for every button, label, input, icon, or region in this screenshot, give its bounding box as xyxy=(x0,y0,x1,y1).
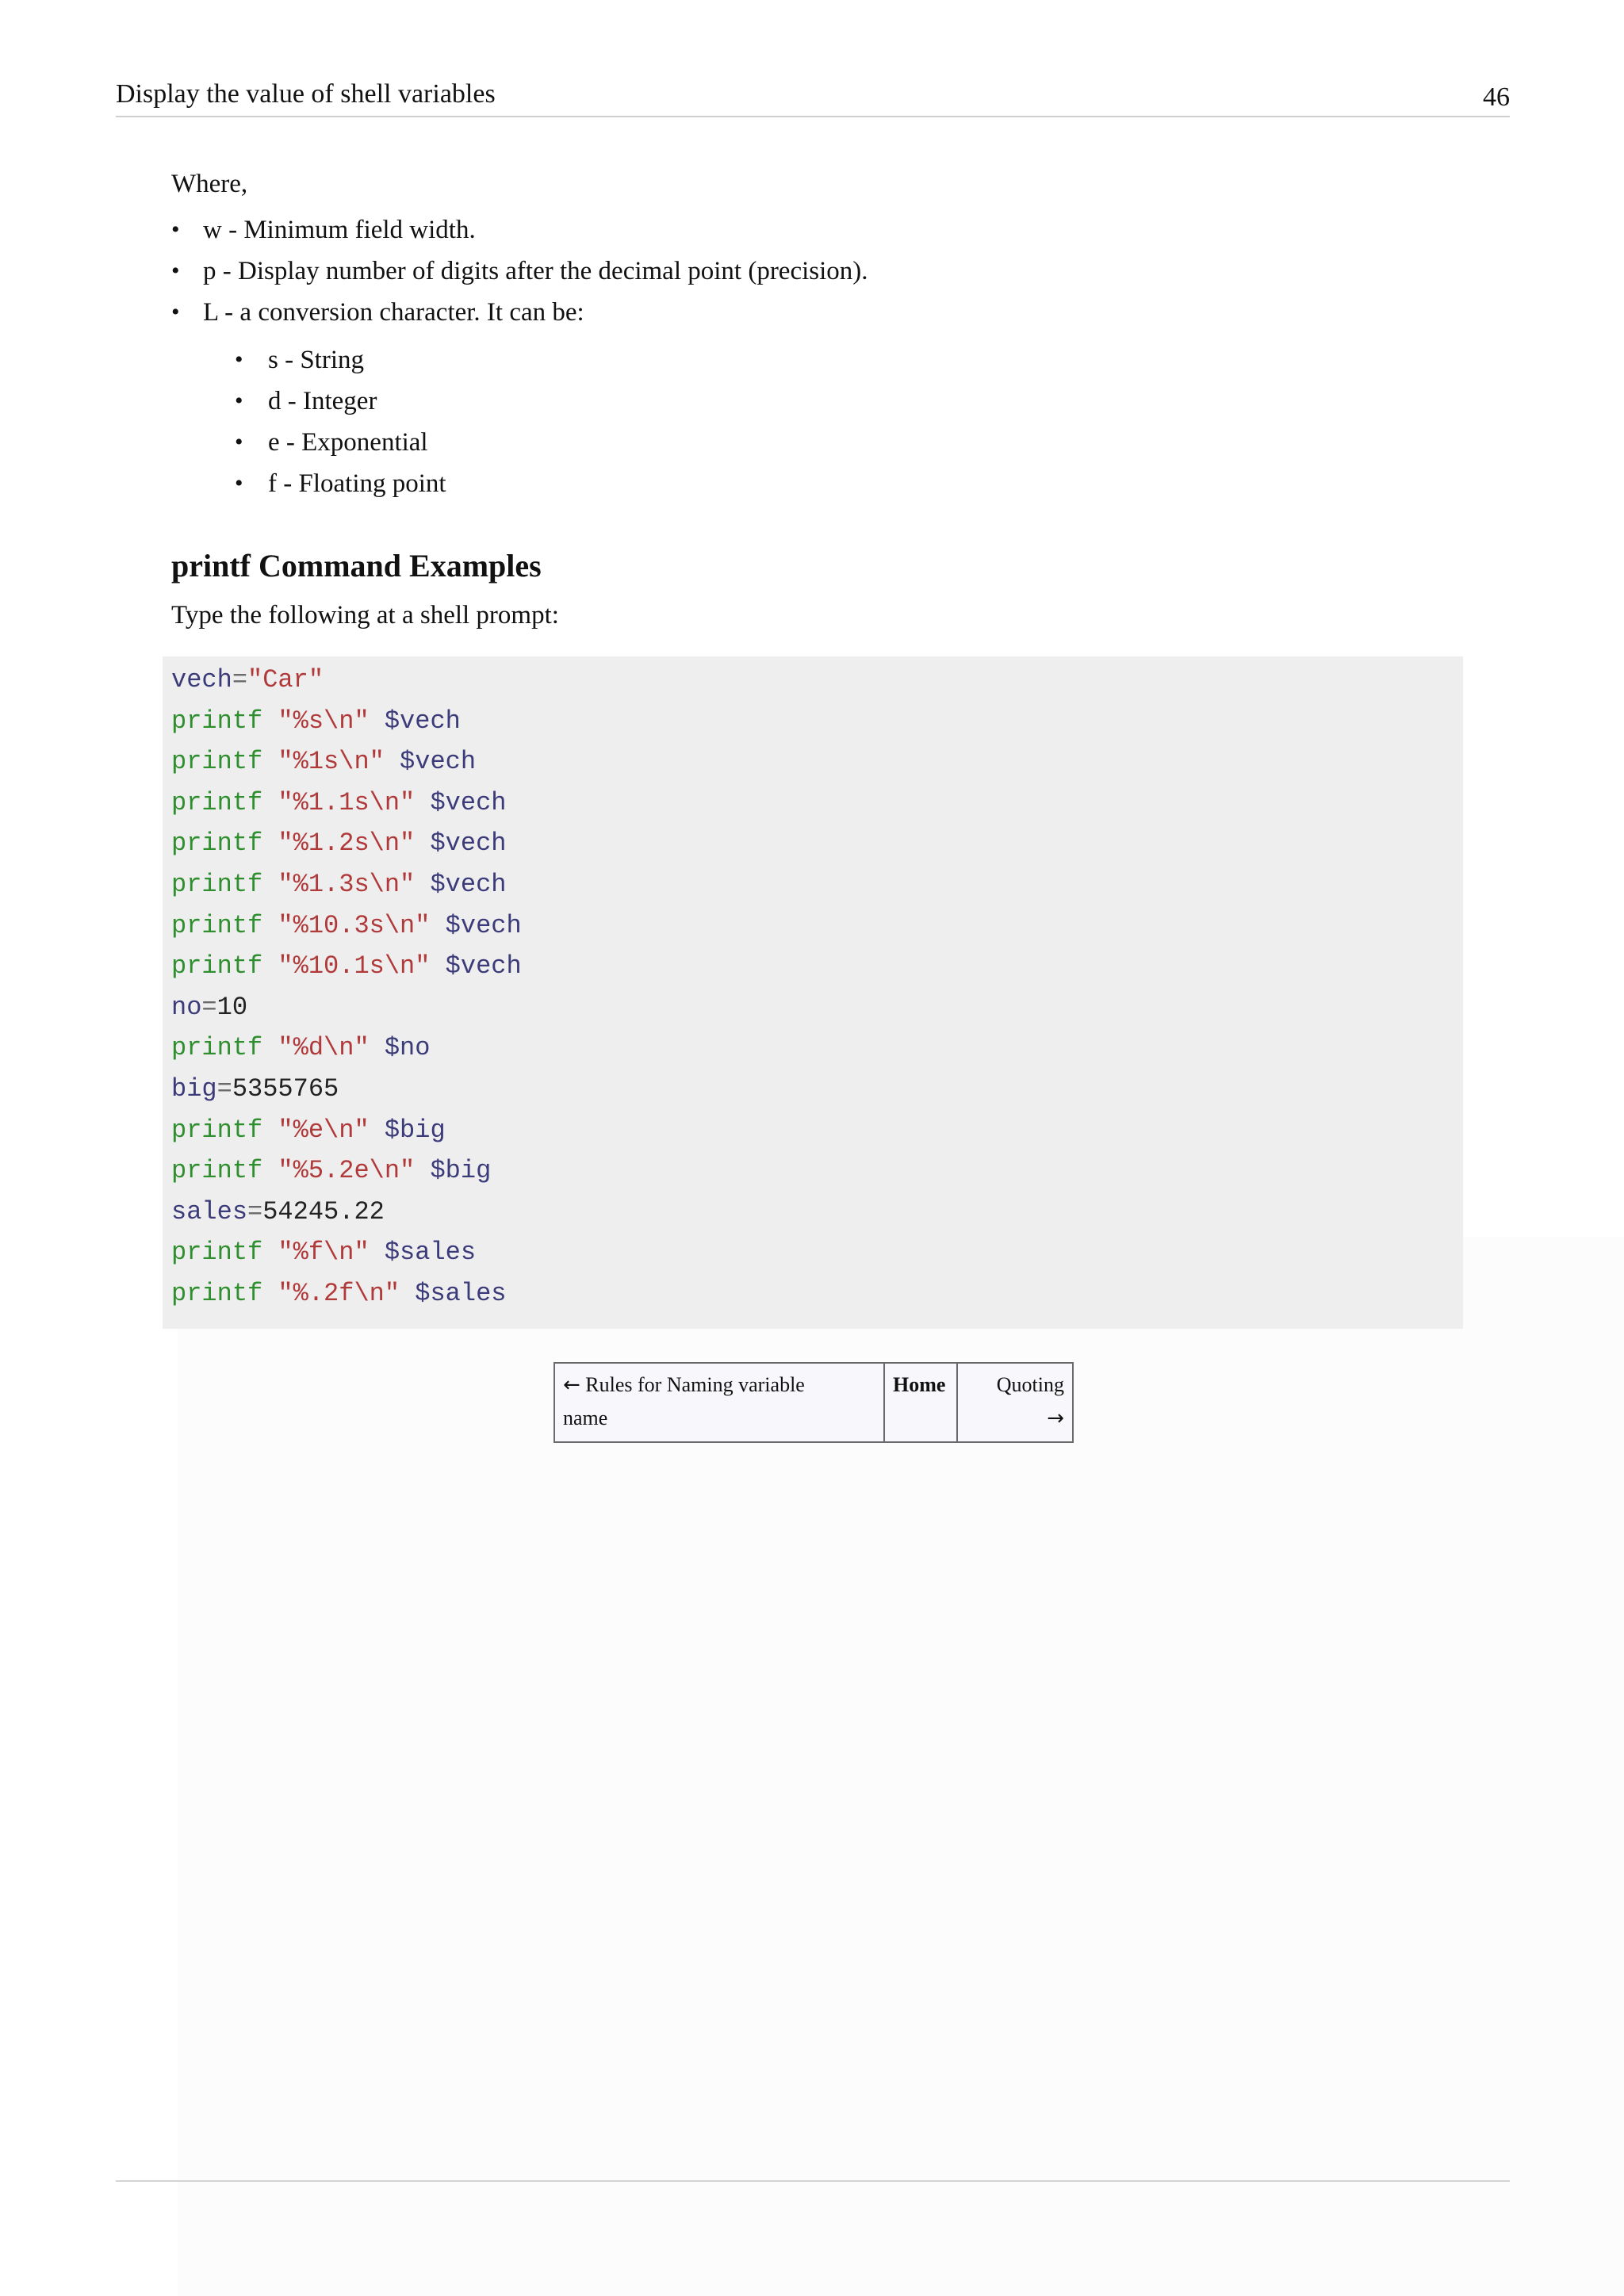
where-label: Where, xyxy=(171,170,248,198)
code-command: printf xyxy=(171,706,263,736)
code-string: "%10.1s\n" xyxy=(278,951,431,982)
code-line xyxy=(171,1110,522,1151)
code-line xyxy=(171,946,522,987)
code-string: "%1.1s\n" xyxy=(278,787,416,817)
sub-list-item-text: s - String xyxy=(268,346,365,374)
code-variable: vech xyxy=(171,665,232,695)
code-command: printf xyxy=(171,1156,263,1186)
code-number: 5355765 xyxy=(232,1073,339,1104)
code-line xyxy=(171,1027,522,1069)
code-line xyxy=(171,1069,522,1110)
left-arrow-icon: ← xyxy=(563,1373,580,1397)
code-variable: no xyxy=(171,992,202,1022)
code-string: "%.2f\n" xyxy=(278,1278,400,1308)
nav-prev-link[interactable] xyxy=(554,1363,884,1442)
nav-home-link[interactable] xyxy=(884,1363,957,1442)
bullet-icon: • xyxy=(235,470,243,496)
nav-home-label: Home xyxy=(893,1373,946,1396)
code-line xyxy=(171,987,522,1028)
code-command: printf xyxy=(171,1115,263,1145)
list-item-text: w - Minimum field width. xyxy=(203,216,476,244)
section-intro: Type the following at a shell prompt: xyxy=(171,601,559,629)
code-variable: $sales xyxy=(415,1278,507,1308)
bullet-icon: • xyxy=(171,258,180,284)
code-variable: $vech xyxy=(430,787,507,817)
nav-prev-label-cont: name xyxy=(563,1406,608,1429)
code-command: printf xyxy=(171,747,263,777)
code-operator: = xyxy=(216,1073,232,1104)
code-variable: $no xyxy=(384,1033,431,1063)
section-heading: printf Command Examples xyxy=(171,548,542,584)
nav-next-label: Quoting xyxy=(996,1373,1064,1396)
code-command: printf xyxy=(171,951,263,982)
running-header xyxy=(116,76,1510,117)
code-string: "%e\n" xyxy=(278,1115,370,1145)
right-arrow-icon: → xyxy=(1047,1406,1064,1430)
code-variable: $sales xyxy=(384,1238,477,1268)
list-item-text: p - Display number of digits after the decimal point (precision). xyxy=(203,257,868,285)
bullet-icon: • xyxy=(235,346,243,373)
sub-list-item xyxy=(235,381,1472,422)
code-line xyxy=(171,701,522,742)
code-string: "%d\n" xyxy=(278,1033,370,1063)
code-line xyxy=(171,1273,522,1314)
code-line xyxy=(171,660,522,701)
bullet-icon: • xyxy=(171,299,180,325)
code-operator: = xyxy=(201,992,217,1022)
list-item xyxy=(171,292,1472,504)
sub-list-item xyxy=(235,339,1472,381)
code-variable: sales xyxy=(171,1196,248,1226)
navigation-table xyxy=(553,1362,1074,1443)
code-number: 54245.22 xyxy=(262,1196,385,1226)
code-variable: $vech xyxy=(445,951,522,982)
code-command: printf xyxy=(171,869,263,899)
bullet-icon: • xyxy=(171,216,180,243)
page-number: 46 xyxy=(1483,82,1510,112)
code-operator: = xyxy=(247,1196,263,1226)
code-string: "%10.3s\n" xyxy=(278,910,431,940)
definition-section xyxy=(171,166,1472,504)
sub-list-item xyxy=(235,463,1472,504)
sub-list-item xyxy=(235,422,1472,463)
code-command: printf xyxy=(171,787,263,817)
code-line xyxy=(171,1232,522,1273)
code-line xyxy=(171,823,522,864)
list-item xyxy=(171,251,1472,292)
code-string: "%1.3s\n" xyxy=(278,869,416,899)
bullet-icon: • xyxy=(235,429,243,455)
conversion-character-list xyxy=(235,339,1472,504)
code-line xyxy=(171,1150,522,1192)
nav-next-link[interactable] xyxy=(957,1363,1073,1442)
code-variable: $vech xyxy=(445,910,522,940)
code-command: printf xyxy=(171,1238,263,1268)
code-variable: $vech xyxy=(430,828,507,859)
list-item xyxy=(171,209,1472,251)
code-command: printf xyxy=(171,1033,263,1063)
code-line xyxy=(171,1192,522,1233)
footer-rule xyxy=(116,2180,1510,2182)
code-line xyxy=(171,905,522,947)
code-line xyxy=(171,864,522,905)
code-block xyxy=(163,656,1463,1329)
code-line xyxy=(171,783,522,824)
code-number: 10 xyxy=(216,992,248,1022)
code-string: "%1.2s\n" xyxy=(278,828,416,859)
code-variable: $vech xyxy=(430,869,507,899)
bullet-icon: • xyxy=(235,388,243,414)
code-variable: $vech xyxy=(384,706,461,736)
code-line xyxy=(171,741,522,783)
sub-list-item-text: e - Exponential xyxy=(268,428,428,457)
code-variable: $big xyxy=(430,1156,492,1186)
code-string: "%1s\n" xyxy=(278,747,385,777)
code-string: "%f\n" xyxy=(278,1238,370,1268)
running-title: Display the value of shell variables xyxy=(116,79,496,109)
code-command: printf xyxy=(171,1278,263,1308)
sub-list-item-text: f - Floating point xyxy=(268,469,446,498)
code-command: printf xyxy=(171,828,263,859)
code-string: "%s\n" xyxy=(278,706,370,736)
code-command: printf xyxy=(171,910,263,940)
code-variable: big xyxy=(171,1073,217,1104)
sub-list-item-text: d - Integer xyxy=(268,387,377,415)
code-lines xyxy=(171,660,522,1314)
code-variable: $vech xyxy=(400,747,477,777)
parameter-list xyxy=(171,209,1472,504)
nav-prev-label: Rules for Naming variable xyxy=(585,1373,805,1396)
code-variable: $big xyxy=(384,1115,446,1145)
code-string: "Car" xyxy=(247,665,324,695)
code-operator: = xyxy=(232,665,248,695)
code-string: "%5.2e\n" xyxy=(278,1156,416,1186)
list-item-text: L - a conversion character. It can be: xyxy=(203,298,584,327)
